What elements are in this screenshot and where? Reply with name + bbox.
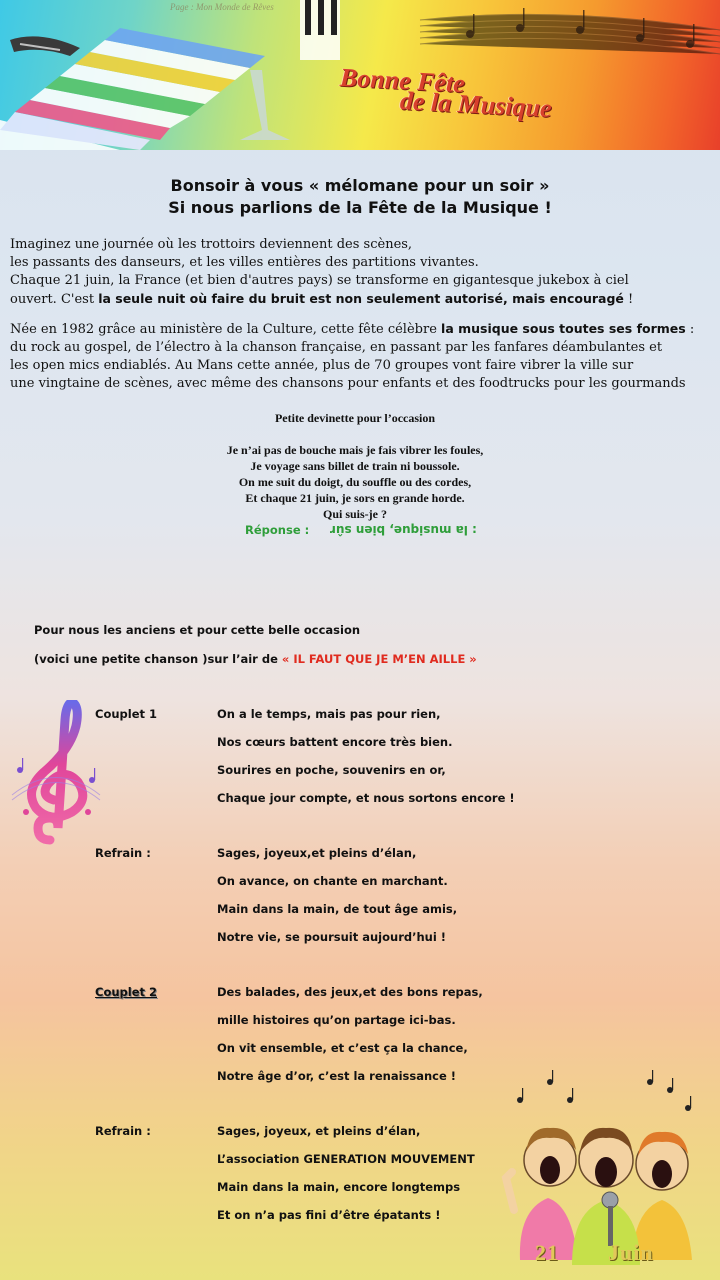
- paragraph-1: [10, 236, 710, 309]
- paragraph-1-text: ouvert. C'est: [10, 292, 99, 307]
- banner: [0, 0, 720, 150]
- song-line: On a le temps, mais pas pour rien,: [217, 707, 441, 721]
- riddle-title: Petite devinette pour l’occasion: [274, 411, 436, 425]
- song-line: Sages, joyeux, et pleins d’élan,: [217, 1124, 421, 1138]
- song-air-title: « IL FAUT QUE JE M’EN AILLE »: [281, 652, 477, 666]
- riddle-line: Je voyage sans billet de train ni boussole.: [250, 459, 460, 473]
- heading-line2: Si nous parlions de la Fête de la Musique !: [168, 198, 552, 217]
- song-line: Sages, joyeux,et pleins d’élan,: [217, 846, 417, 860]
- song-line: On vit ensemble, et c’est ça la chance,: [217, 1041, 468, 1055]
- riddle-line: Et chaque 21 juin, je sors en grande horde.: [245, 491, 465, 505]
- paragraph-2-line: une vingtaine de scènes, avec même des chansons pour enfants et des foodtrucks pour les gourmands: [10, 376, 686, 391]
- riddle-line: On me suit du doigt, du souffle ou des cordes,: [238, 475, 472, 489]
- song-line: Chaque jour compte, et nous sortons encore !: [217, 791, 515, 805]
- song-line: mille histoires qu’on partage ici-bas.: [217, 1013, 456, 1027]
- paragraph-2-line: du rock au gospel, de l’électro à la chanson française, en passant par les fanfares déambulantes et: [10, 340, 663, 355]
- paragraph-1-bold: la seule nuit où faire du bruit est non seulement autorisé, mais encouragé: [98, 291, 624, 306]
- paragraph-2-line: les open mics endiablés. Au Mans cette année, plus de 70 groupes vont faire vibrer la ville sur: [10, 358, 634, 373]
- paragraph-2: [10, 320, 710, 393]
- couplet-1-label: Couplet 1: [95, 707, 158, 721]
- intro-line2: [34, 652, 477, 666]
- song-line: Nos cœurs battent encore très bien.: [217, 735, 453, 749]
- paragraph-2-bold: la musique sous toutes ses formes: [441, 321, 686, 336]
- song-line: Et on n’a pas fini d’être épatants !: [217, 1208, 441, 1222]
- treble-clef-icon: [10, 700, 102, 845]
- song-line: Main dans la main, encore longtemps: [217, 1180, 461, 1194]
- refrain-1-label: Refrain :: [95, 846, 151, 860]
- intro-line1: Pour nous les anciens et pour cette belle occasion: [34, 623, 361, 637]
- banner-title-line1: Bonne Fête: [339, 62, 466, 99]
- heading-line1: Bonsoir à vous « mélomane pour un soir »: [170, 176, 550, 195]
- riddle-answer-label: Réponse :: [245, 523, 310, 537]
- paragraph-1-line: les passants des danseurs, et les villes entières des partitions vivantes.: [10, 255, 479, 270]
- couplet-2-label: Couplet 2: [95, 985, 158, 999]
- song-line: Notre vie, se poursuit aujourd’hui !: [217, 930, 447, 944]
- paragraph-1-line: Chaque 21 juin, la France (et bien d'autres pays) se transforme en gigantesque jukebox à ciel: [10, 273, 629, 288]
- paragraph-2-text: Née en 1982 grâce au ministère de la Culture, cette fête célèbre: [10, 322, 442, 337]
- paragraph-2-text: :: [685, 322, 695, 337]
- riddle-answer-upside-down: : la musique, bien sûr: [330, 523, 477, 537]
- song-line: Main dans la main, de tout âge amis,: [217, 902, 458, 916]
- song-line: L’association GENERATION MOUVEMENT: [217, 1152, 475, 1166]
- song-line: Des balades, des jeux,et des bons repas,: [217, 985, 483, 999]
- singers-illustration: [500, 1060, 710, 1270]
- banner-watermark: Page : Mon Monde de Rêves: [170, 2, 274, 12]
- song-line: Sourires en poche, souvenirs en or,: [217, 763, 446, 777]
- riddle-question: Qui suis-je ?: [322, 507, 387, 521]
- paragraph-1-line: [10, 290, 710, 309]
- paragraph-2-line: [10, 320, 710, 339]
- banner-title-line2: de la Musique: [399, 86, 553, 123]
- intro-text: (voici une petite chanson )sur l’air de: [34, 652, 282, 666]
- riddle-line: Je n’ai pas de bouche mais je fais vibrer les foules,: [226, 443, 484, 457]
- date-day: 21: [535, 1240, 559, 1265]
- refrain-2-label: Refrain :: [95, 1124, 151, 1138]
- date-month: Juin: [608, 1240, 654, 1265]
- paragraph-1-line: Imaginez une journée où les trottoirs deviennent des scènes,: [10, 237, 413, 252]
- song-line: Notre âge d’or, c’est la renaissance !: [217, 1069, 457, 1083]
- paragraph-1-text: !: [623, 292, 634, 307]
- song-line: On avance, on chante en marchant.: [217, 874, 448, 888]
